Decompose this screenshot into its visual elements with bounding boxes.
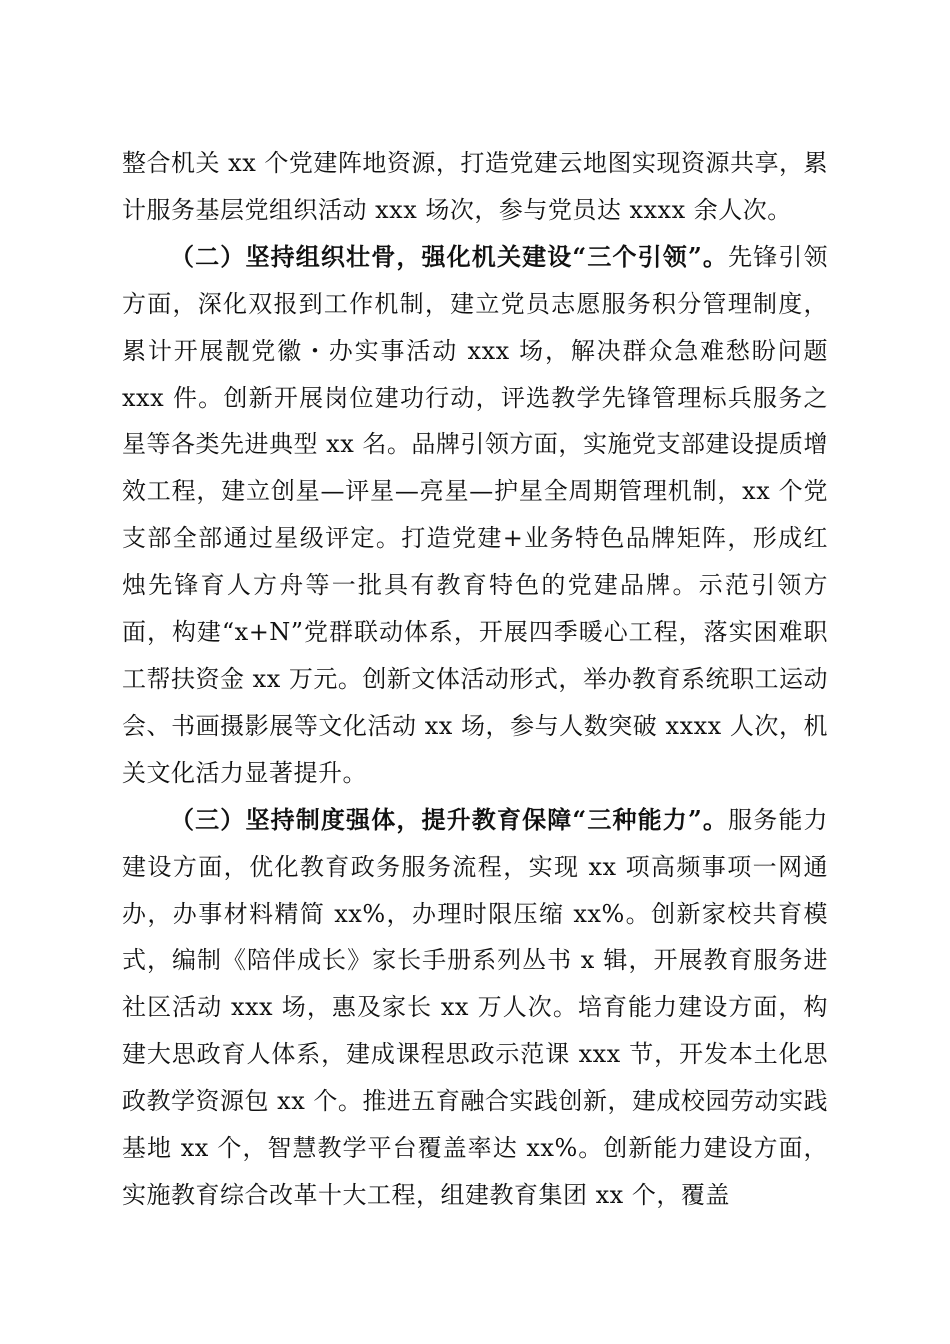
- section-2-body: 先锋引领方面，深化双报到工作机制，建立党员志愿服务积分管理制度，累计开展靓党徽・办实事活动 xxx 场，解决群众急难愁盼问题 xxx 件。创新开展岗位建功行动，评选教学先锋管理标兵服务之星等各类先进典型 xx 名。品牌引领方面，实施党支部建设提质增效工程，建立创星—评星—亮星—护星全周期管理机制，xx 个党支部全部通过星级评定。打造党建+业务特色品牌矩阵，形成红烛先锋育人方舟等一批具有教育特色的党建品牌。示范引领方面，构建“x+N”党群联动体系，开展四季暖心工程，落实困难职工帮扶资金 xx 万元。创新文体活动形式，举办教育系统职工运动会、书画摄影展等文化活动 xx 场，参与人数突破 xxxx 人次，机关文化活力显著提升。: [122, 242, 829, 787]
- document-body: [122, 140, 828, 1219]
- section-2-paragraph: [122, 234, 828, 797]
- section-3-paragraph: [122, 797, 828, 1219]
- section-3-body: 服务能力建设方面，优化教育政务服务流程，实现 xx 项高频事项一网通办，办事材料精简 xx%，办理时限压缩 xx%。创新家校共育模式，编制《陪伴成长》家长手册系列丛书 x 辑，开展教育服务进社区活动 xxx 场，惠及家长 xx 万人次。培育能力建设方面，构建大思政育人体系，建成课程思政示范课 xxx 节，开发本土化思政教学资源包 xx 个。推进五育融合实践创新，建成校园劳动实践基地 xx 个，智慧教学平台覆盖率达 xx%。创新能力建设方面，实施教育综合改革十大工程，组建教育集团 xx 个，覆盖: [122, 805, 829, 1209]
- intro-paragraph: 整合机关 xx 个党建阵地资源，打造党建云地图实现资源共享，累计服务基层党组织活动 xxx 场次，参与党员达 xxxx 余人次。: [122, 149, 828, 224]
- section-3-heading: （三）坚持制度强体，提升教育保障“三种能力”。: [170, 804, 729, 834]
- section-2-heading: （二）坚持组织壮骨，强化机关建设“三个引领”。: [170, 241, 729, 271]
